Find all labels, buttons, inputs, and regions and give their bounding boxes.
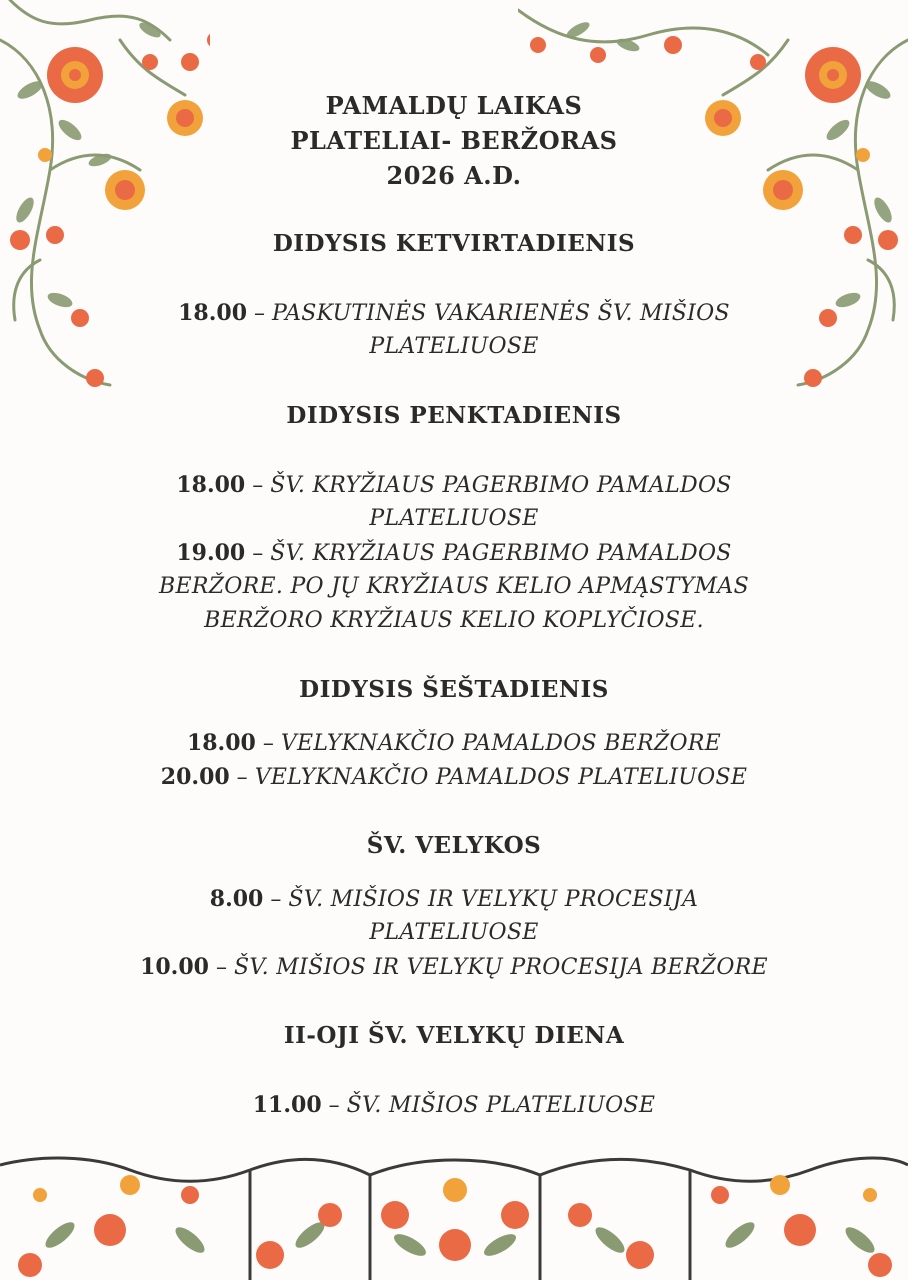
service-time: 19.00 [176,540,246,566]
separator-dash: – [229,765,255,790]
schedule-line [100,604,808,638]
service-description: PLATELIUOSE [369,920,539,945]
page-title-line-1: PAMALDŲ LAIKAS [325,91,583,120]
separator-dash: – [245,541,271,566]
service-time: 18.00 [178,300,247,326]
service-time: 18.00 [186,730,256,756]
section-heading: II-OJI ŠV. VELYKŲ DIENA [283,1022,625,1049]
schedule-line [100,296,808,331]
schedule-line [100,502,808,536]
service-time: 8.00 [209,886,264,912]
section-heading: DIDYSIS ŠEŠTADIENIS [299,676,609,703]
separator-dash: – [245,473,271,498]
schedule-line [100,570,808,604]
schedule-line [100,468,808,503]
service-description: ŠV. KRYŽIAUS PAGERBIMO PAMALDOS [270,541,732,566]
service-time: 11.00 [252,1092,322,1118]
separator-dash: – [263,887,289,912]
page-title-line-2: PLATELIAI- BERŽORAS [290,126,618,155]
section-heading: ŠV. VELYKOS [366,832,542,859]
service-time: 10.00 [140,954,209,980]
schedule-line [100,536,808,571]
schedule-line [100,760,808,795]
service-description: BERŽORE. PO JŲ KRYŽIAUS KELIO APMĄSTYMAS [159,574,749,599]
separator-dash: – [208,955,234,980]
service-description: PASKUTINĖS VAKARIENĖS ŠV. MIŠIOS [272,301,730,326]
service-description: ŠV. MIŠIOS IR VELYKŲ PROCESIJA [288,887,699,912]
service-description: BERŽORO KRYŽIAUS KELIO KOPLYČIOSE. [204,608,704,633]
separator-dash: – [321,1093,347,1118]
schedule-line [100,1088,808,1123]
service-description: VELYKNAKČIO PAMALDOS PLATELIUOSE [254,765,748,790]
service-description: PLATELIUOSE [369,506,539,531]
page-title-year: 2026 A.D. [386,161,522,190]
schedule-line [100,882,808,917]
service-description: PLATELIUOSE [369,334,539,359]
service-description: ŠV. KRYŽIAUS PAGERBIMO PAMALDOS [270,473,732,498]
service-description: ŠV. MIŠIOS PLATELIUOSE [346,1093,656,1118]
service-description: ŠV. MIŠIOS IR VELYKŲ PROCESIJA BERŽORE [233,955,768,980]
schedule-line [100,950,808,985]
service-description: VELYKNAKČIO PAMALDOS BERŽORE [280,731,722,756]
separator-dash: – [247,301,272,326]
floral-border-bottom-icon [0,1155,908,1280]
section-heading: DIDYSIS PENKTADIENIS [286,402,622,429]
schedule-line [100,726,808,761]
schedule-line [100,916,808,950]
separator-dash: – [255,731,281,756]
service-time: 18.00 [176,472,246,498]
section-heading: DIDYSIS KETVIRTADIENIS [272,230,636,257]
service-time: 20.00 [160,764,230,790]
schedule-line [100,330,808,364]
